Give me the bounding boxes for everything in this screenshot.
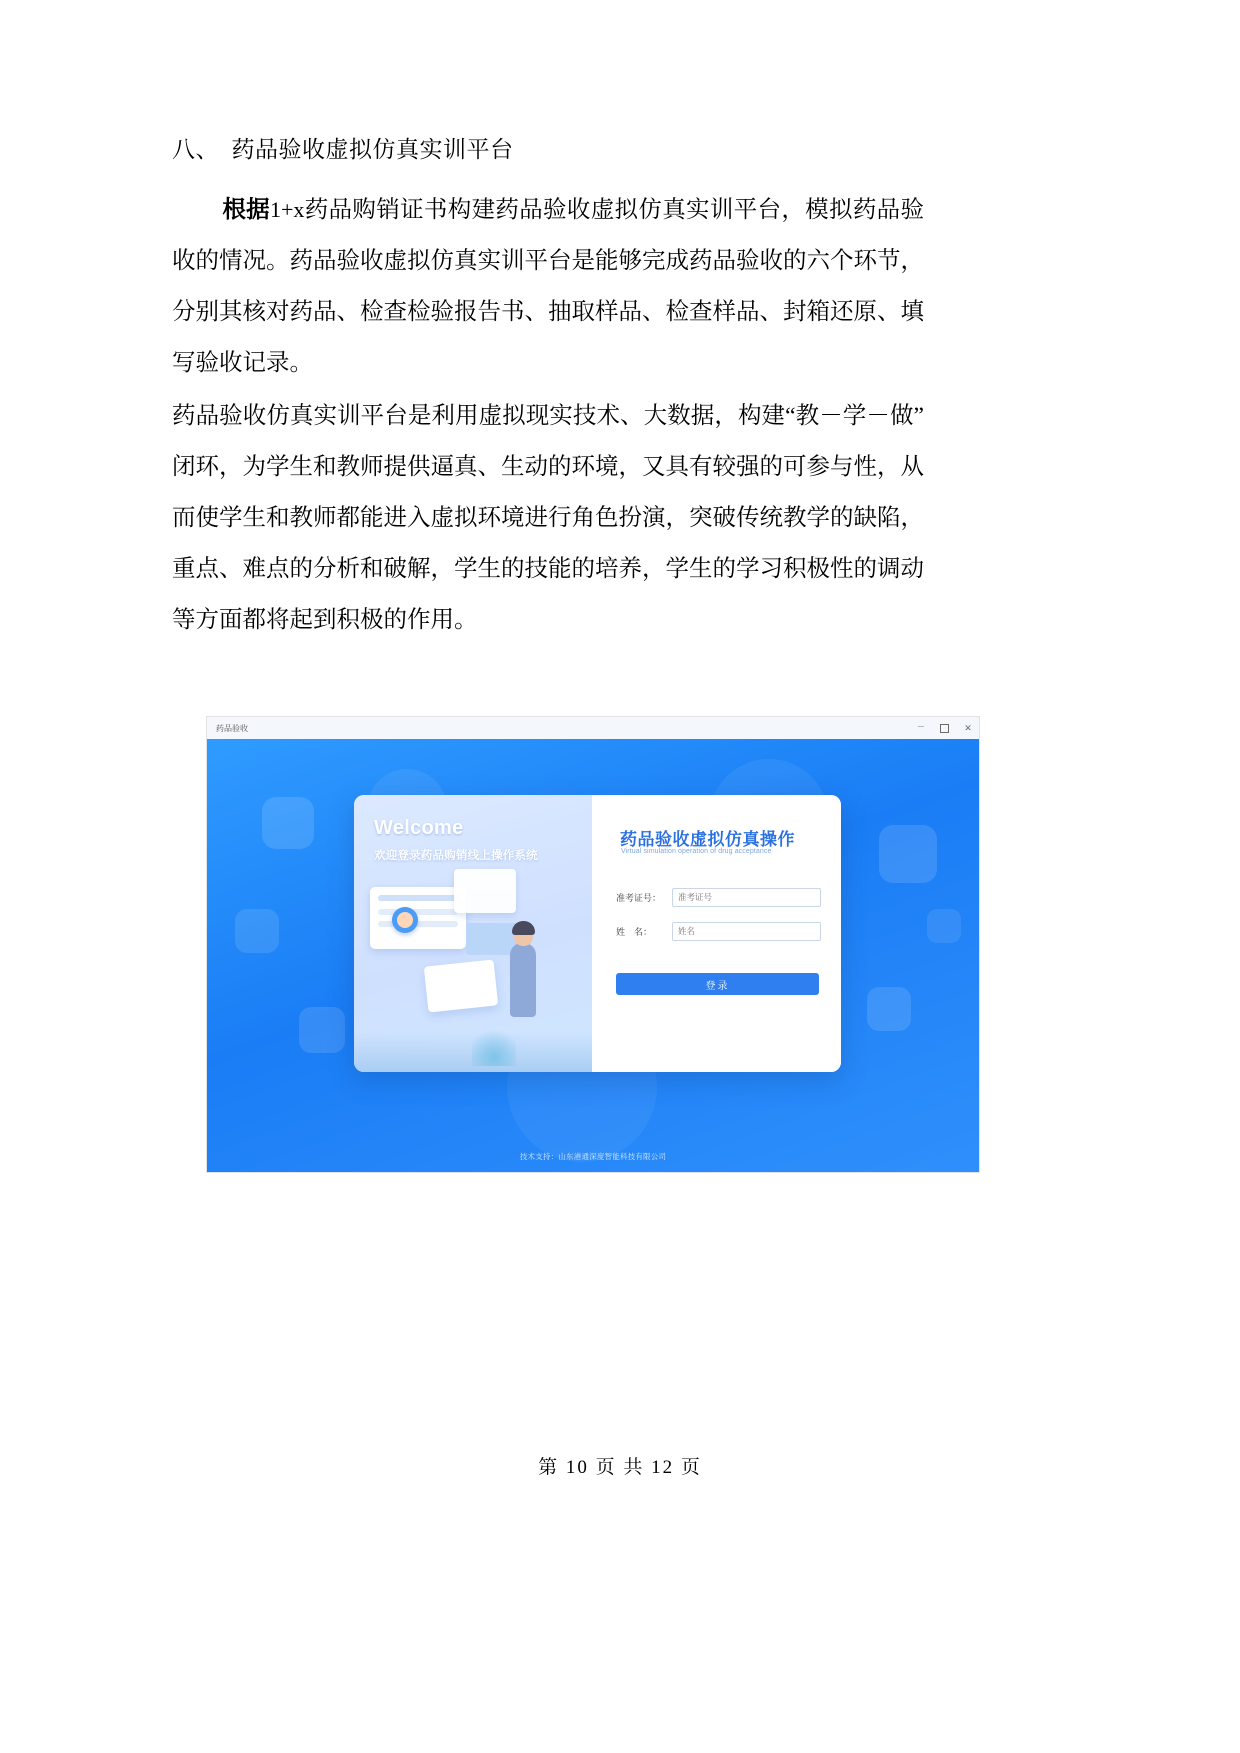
paragraph-1-latin: 1+x (270, 197, 305, 222)
form-title: 药品验收虚拟仿真操作 (620, 830, 795, 849)
exam-number-input[interactable] (672, 888, 821, 907)
exam-number-label: 准考证号： (616, 892, 662, 903)
welcome-panel (354, 795, 592, 1072)
illustration-person-icon (510, 943, 536, 1017)
decorative-icon-4 (879, 825, 937, 883)
paragraph-1 (172, 184, 924, 389)
illustration-plant-icon (472, 1024, 516, 1066)
decorative-icon-2 (235, 909, 279, 953)
section-heading: 八、 药品验收虚拟仿真实训平台 (172, 137, 514, 162)
window-controls (916, 717, 973, 739)
decorative-icon-3 (299, 1007, 345, 1053)
illustration-person-hair-icon (512, 921, 535, 935)
login-form-panel (592, 795, 841, 1072)
document-content (172, 130, 924, 646)
welcome-subtitle: 欢迎登录药品购销线上操作系统 (374, 850, 538, 862)
paragraph-2-text: 药品验收仿真实训平台是利用虚拟现实技术、大数据，构建“教－学－做”闭环，为学生和教师提供逼真、生动的环境，又具有较强的可参与性，从而使学生和教师都能进入虚拟环境进行角色扮演，突破传统教学的缺陷，重点、难点的分析和破解，学生的技能的培养，学生的学习积极性的调动等方面都将起到积极的作用。 (172, 403, 924, 633)
close-icon[interactable] (963, 724, 973, 733)
login-button[interactable]: 登录 (616, 973, 819, 995)
name-label: 姓 名： (616, 926, 653, 937)
paragraph-1-lead: 根据 (222, 195, 270, 223)
decorative-icon-6 (927, 909, 961, 943)
illustration-card-icon (454, 869, 516, 913)
welcome-title: Welcome (374, 817, 464, 839)
paragraph-2 (172, 391, 924, 646)
illustration-monitor-icon (370, 887, 466, 949)
paragraph-1-rest: 药品购销证书构建药品验收虚拟仿真实训平台，模拟药品验收的情况。药品验收虚拟仿真实训平台是能够完成药品验收的六个环节，分别其核对药品、检查检验报告书、抽取样品、检查样品、封箱还原、填写验收记录。 (172, 197, 925, 376)
decorative-icon-5 (867, 987, 911, 1031)
app-titlebar (207, 717, 979, 740)
page-number-footer: 第 10 页 共 12 页 (538, 1457, 702, 1478)
form-subtitle: Virtual simulation operation of drug acceptance (621, 848, 772, 855)
login-card (354, 795, 841, 1072)
illustration-document-icon (424, 959, 498, 1012)
app-body (207, 739, 979, 1172)
illustration-avatar-icon (392, 907, 418, 933)
field-row-name (616, 921, 821, 941)
decorative-icon-1 (262, 797, 314, 849)
app-footer-text: 技术支持：山东港通深度智能科技有限公司 (519, 1152, 667, 1161)
field-row-exam-number (616, 887, 821, 907)
app-title: 药品验收 (216, 723, 248, 733)
name-input[interactable] (672, 922, 821, 941)
application-screenshot-figure (207, 717, 979, 1172)
maximize-icon[interactable] (940, 724, 949, 733)
minimize-icon[interactable] (916, 723, 926, 734)
